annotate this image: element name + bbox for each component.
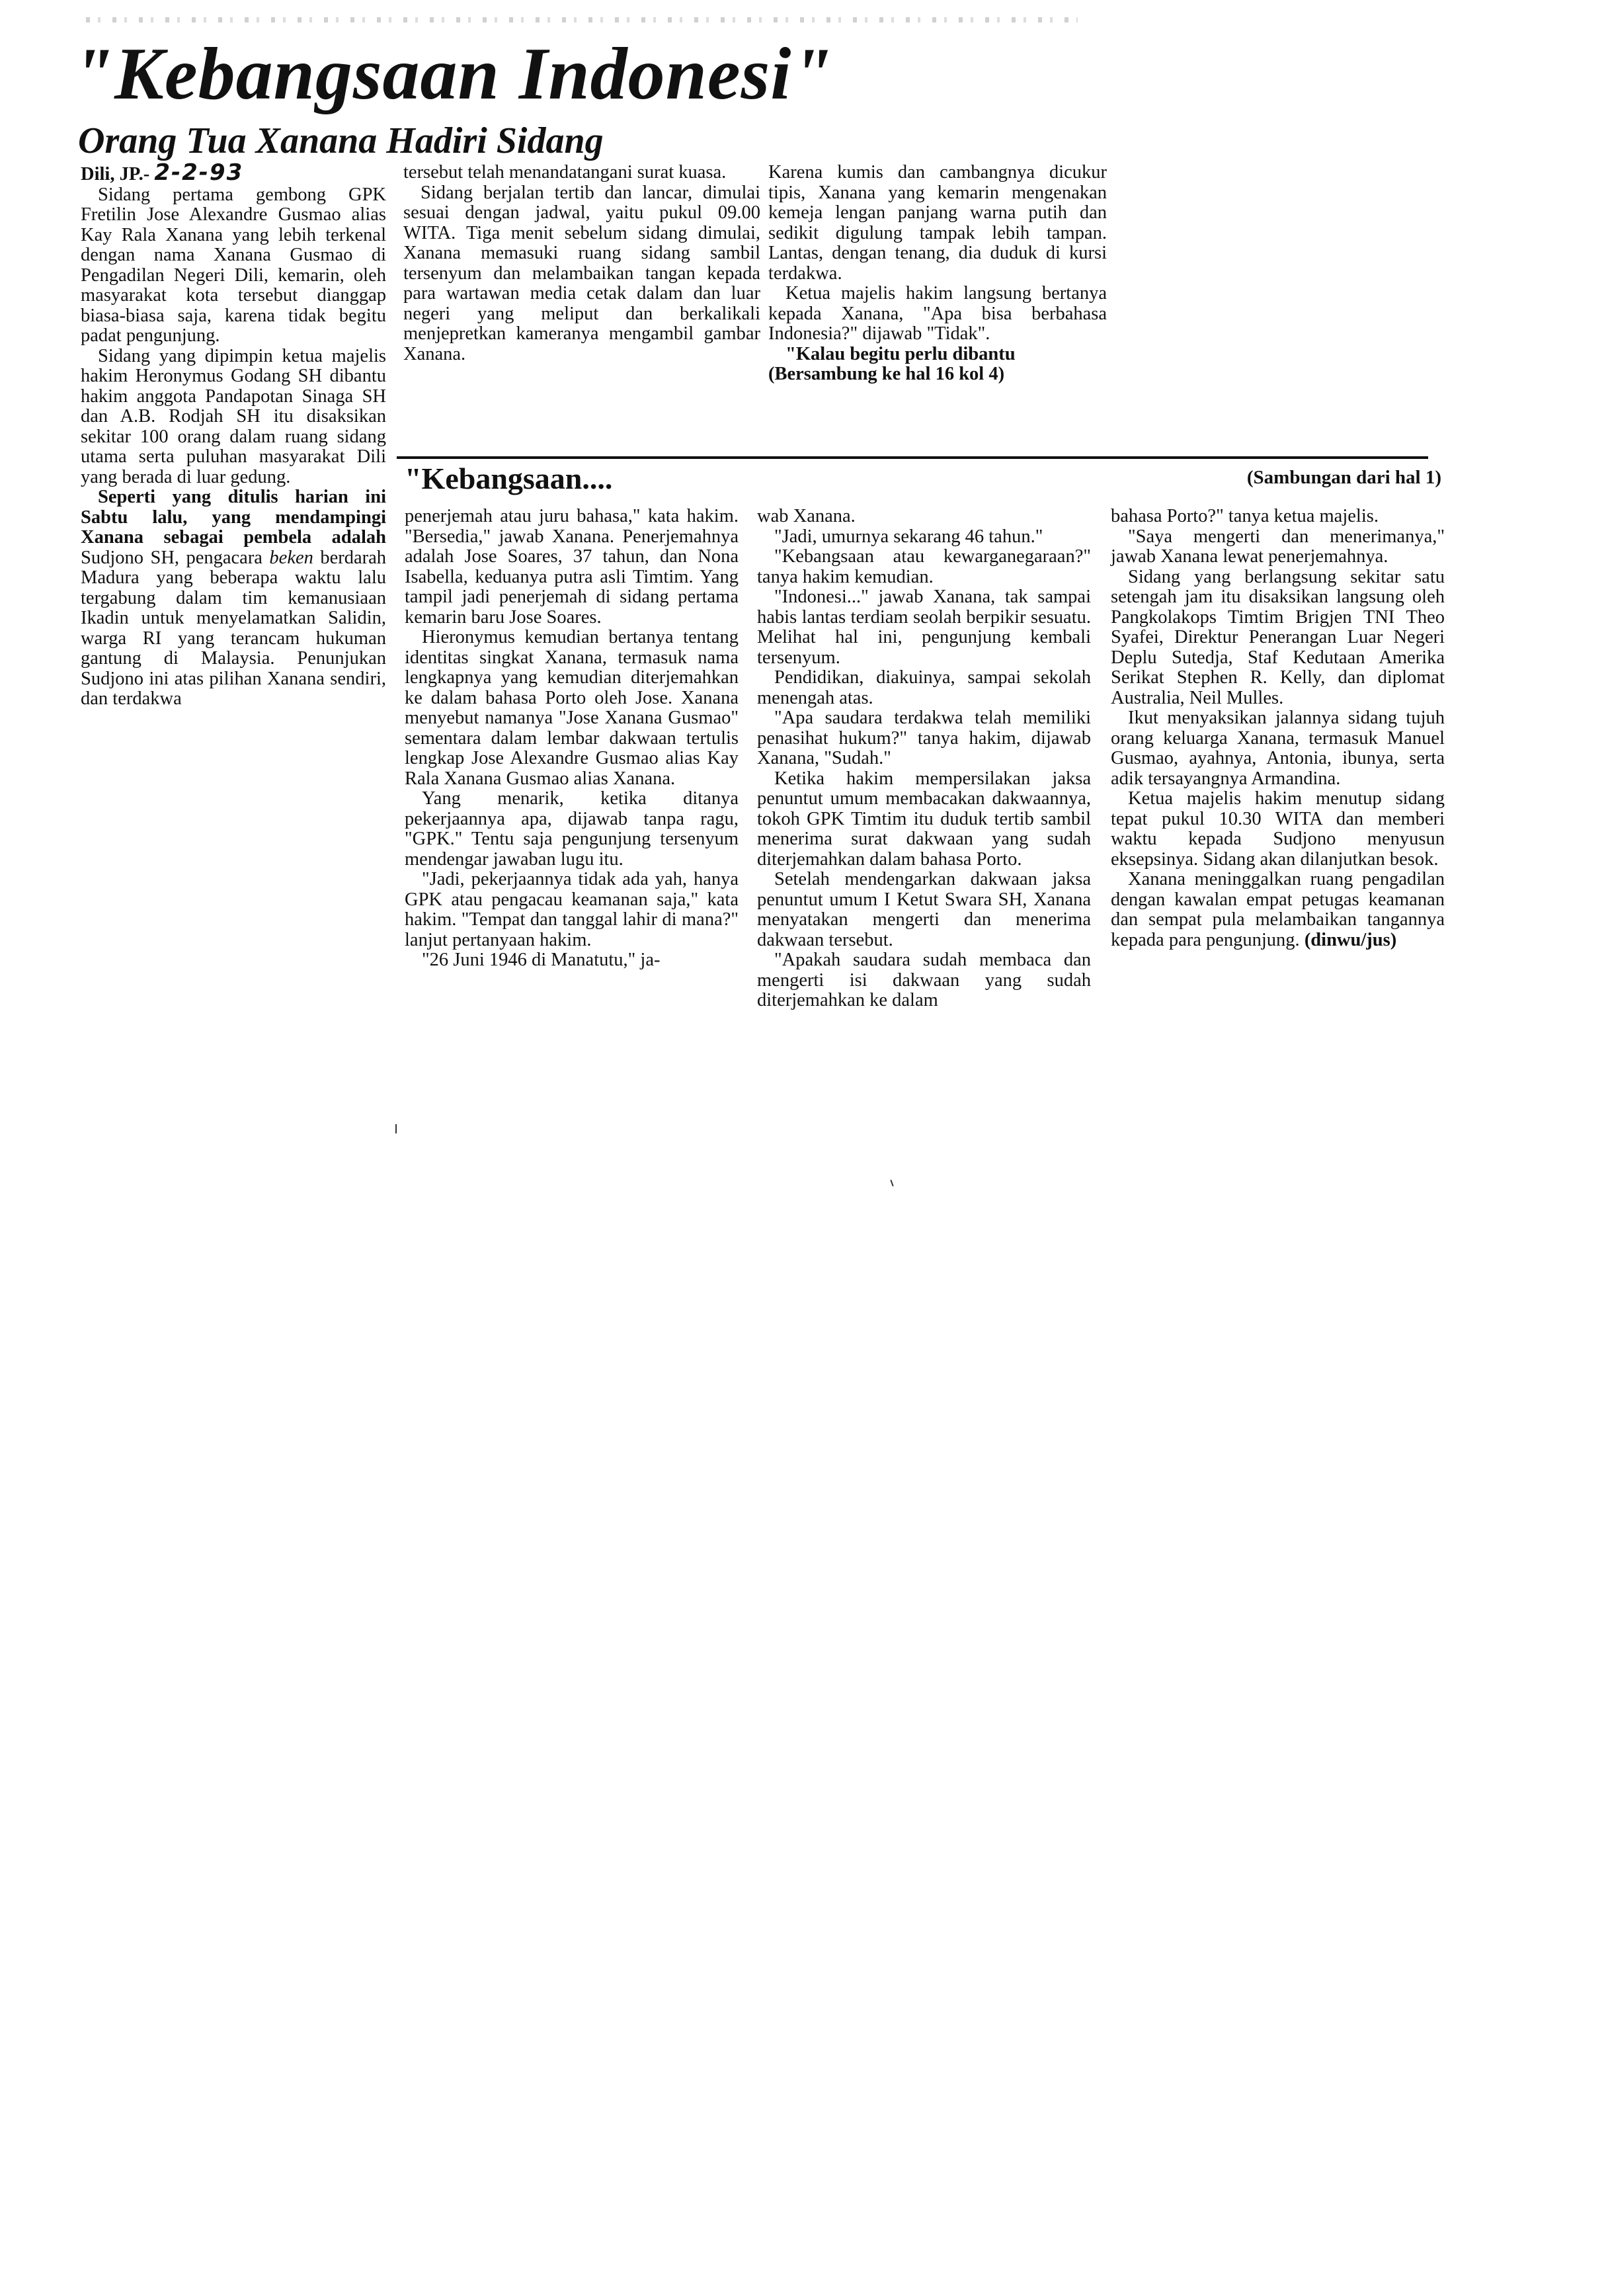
continuation-column-2	[757, 507, 1091, 1011]
paragraph: Sidang yang dipimpin ketua majelis hakim Heronymus Godang SH dibantu hakim anggota Pandapotan Sinaga SH dan A.B. Rodjah SH itu disaksikan sekitar 100 orang dalam ruang sidang utama serta puluhan masyarakat Dili yang berada di luar gedung.	[81, 345, 386, 487]
continuation-column-1	[405, 507, 739, 971]
continued-from-note: (Sambungan dari hal 1)	[1246, 467, 1441, 488]
paragraph	[81, 487, 386, 710]
continuation-column-3	[1111, 507, 1445, 950]
paragraph: Karena kumis dan cambangnya dicukur tipis, Xanana yang kemarin mengenakan kemeja lengan panjang warna putih dan sedikit digulung tampak lebih tampan. Lantas, dengan tenang, dia duduk di kursi terdakwa.	[768, 162, 1107, 284]
paragraph: bahasa Porto?" tanya ketua majelis.	[1111, 506, 1379, 526]
paragraph: "Kebangsaan atau kewarganegaraan?" tanya hakim kemudian.	[757, 546, 1091, 587]
paragraph: wab Xanana.	[757, 506, 856, 526]
paragraph: Setelah mendengarkan dakwaan jaksa penuntut umum I Ketut Swara SH, Xanana menyatakan mengerti dan menerima dakwaan tersebut.	[757, 869, 1091, 950]
scan-mark	[395, 1124, 397, 1133]
article-column-3	[768, 163, 1107, 385]
paragraph	[1111, 870, 1445, 950]
paragraph: "Jadi, umurnya sekarang 46 tahun."	[774, 526, 1043, 547]
paragraph: Yang menarik, ketika ditanya pekerjaannya apa, dijawab tanpa ragu, "GPK." Tentu saja pengunjung tersenyum mendengar jawaban lugu itu.	[405, 788, 739, 870]
paragraph: Sidang berjalan tertib dan lancar, dimulai sesuai dengan jadwal, yaitu pukul 09.00 WITA. Tiga menit sebelum sidang dimulai, Xanana memasuki ruang sidang sambil tersenyum dan melambaikan tangan kepada para wartawan media cetak dalam dan luar negeri yang meliput dan berkalikali menjepretkan kameranya mengambil gambar Xanana.	[403, 182, 760, 364]
subhead: Orang Tua Xanana Hadiri Sidang	[78, 120, 604, 161]
clipping-scan-noise	[86, 17, 1078, 22]
paragraph: "Apa saudara terdakwa telah memiliki penasihat hukum?" tanya hakim, dijawab Xanana, "Sudah."	[757, 708, 1091, 768]
paragraph: "Kalau begitu perlu dibantu	[785, 343, 1016, 364]
paragraph: "Apakah saudara sudah membaca dan mengerti isi dakwaan yang sudah diterjemahkan ke dalam	[757, 950, 1091, 1010]
continuation-note: (Bersambung ke hal 16 kol 4)	[768, 364, 1005, 384]
bold-text: Seperti yang ditulis harian ini Sabtu lalu, yang mendampingi Xanana sebagai pembela adalah	[81, 487, 386, 548]
italic-text: beken	[269, 547, 313, 568]
paragraph: Hieronymus kemudian bertanya tentang identitas singkat Xanana, termasuk nama lengkapnya yang kemudian diterjemahkan ke dalam bahasa Porto oleh Jose. Xanana menyebut namanya "Jose Xanana Gusmao" sementara dalam lembar dakwaan tertulis lengkap Jose Alexandre Gusmao alias Kay Rala Xanana Gusmao alias Xanana.	[405, 627, 739, 789]
dateline-place: Dili, JP.-	[81, 164, 150, 184]
continuation-headline: "Kebangsaan....	[405, 462, 613, 495]
paragraph: Ketika hakim mempersilakan jaksa penuntut umum membacakan dakwaannya, tokoh GPK Timtim itu duduk tertib sambil menerima surat dakwaan yang sudah diterjemahkan dalam bahasa Porto.	[757, 768, 1091, 870]
paragraph: Sidang yang berlangsung sekitar satu setengah jam itu disaksikan langsung oleh Pangkolakops Timtim Brigjen TNI Theo Syafei, Direktur Penerangan Luar Negeri Deplu Sutedja, Staf Kedutaan Amerika Serikat Stephen R. Kelly, dan diplomat Australia, Neil Mulles.	[1111, 566, 1445, 708]
article-column-2	[403, 163, 760, 364]
headline: "Kebangsaan Indonesi"	[73, 33, 834, 115]
paragraph: Pendidikan, diakuinya, sampai sekolah menengah atas.	[757, 667, 1091, 708]
paragraph: penerjemah atau juru bahasa," kata hakim. "Bersedia," jawab Xanana. Penerjemahnya adalah Jose Soares, 37 tahun, dan Nona Isabella, keduanya putra asli Timtim. Yang tampil jadi penerjemah di sidang pertama kemarin baru Jose Soares.	[405, 506, 739, 628]
text: Sudjono SH, pengacara	[81, 547, 262, 568]
paragraph: "Jadi, pekerjaannya tidak ada yah, hanya GPK atau pengacau keamanan saja," kata hakim. "Tempat dan tanggal lahir di mana?" lanjut pertanyaan hakim.	[405, 869, 739, 950]
text: berdarah Madura yang beberapa waktu lalu tergabung dalam tim kemanusiaan Ikadin untuk menyelamatkan Salidin, warga RI yang terancam hukuman gantung di Malaysia. Penunjukan Sudjono ini atas pilihan Xanana sendiri, dan terdakwa	[81, 547, 387, 709]
paragraph: Ketua majelis hakim menutup sidang tepat pukul 10.30 WITA dan memberi waktu kepada Sudjono menyusun eksepsinya. Sidang akan dilanjutkan besok.	[1111, 788, 1445, 870]
paragraph: "26 Juni 1946 di Manatutu," ja-	[422, 950, 661, 970]
handwritten-date: 2-2-93	[154, 159, 244, 186]
byline-credit: (dinwu/jus)	[1304, 929, 1397, 950]
dateline	[81, 159, 386, 186]
article-column-1	[81, 159, 387, 710]
section-divider	[397, 456, 1428, 459]
paragraph: Sidang pertama gembong GPK Fretilin Jose Alexandre Gusmao alias Kay Rala Xanana yang lebih terkenal dengan nama Xanana Gusmao di Pengadilan Negeri Dili, kemarin, oleh masyarakat kota tersebut dianggap biasa-biasa saja, karena tidak begitu padat pengunjung.	[81, 184, 386, 346]
scan-mark	[890, 1180, 893, 1186]
paragraph: "Indonesi..." jawab Xanana, tak sampai habis lantas terdiam seolah berpikir sesuatu. Melihat hal ini, pengunjung kembali tersenyum.	[757, 587, 1091, 668]
paragraph: Ketua majelis hakim langsung bertanya kepada Xanana, "Apa bisa berbahasa Indonesia?" dijawab "Tidak".	[768, 283, 1107, 344]
paragraph: tersebut telah menandatangani surat kuasa.	[403, 162, 727, 183]
text: Xanana meninggalkan ruang pengadilan dengan kawalan empat petugas keamanan dan sempat pula melambaikan tangannya kepada para pengunjung.	[1111, 869, 1445, 950]
paragraph: Ikut menyaksikan jalannya sidang tujuh orang keluarga Xanana, termasuk Manuel Gusmao, ayahnya, Antonia, ibunya, serta adik tersayangnya Armandina.	[1111, 708, 1445, 789]
paragraph: "Saya mengerti dan menerimanya," jawab Xanana lewat penerjemahnya.	[1111, 526, 1445, 567]
